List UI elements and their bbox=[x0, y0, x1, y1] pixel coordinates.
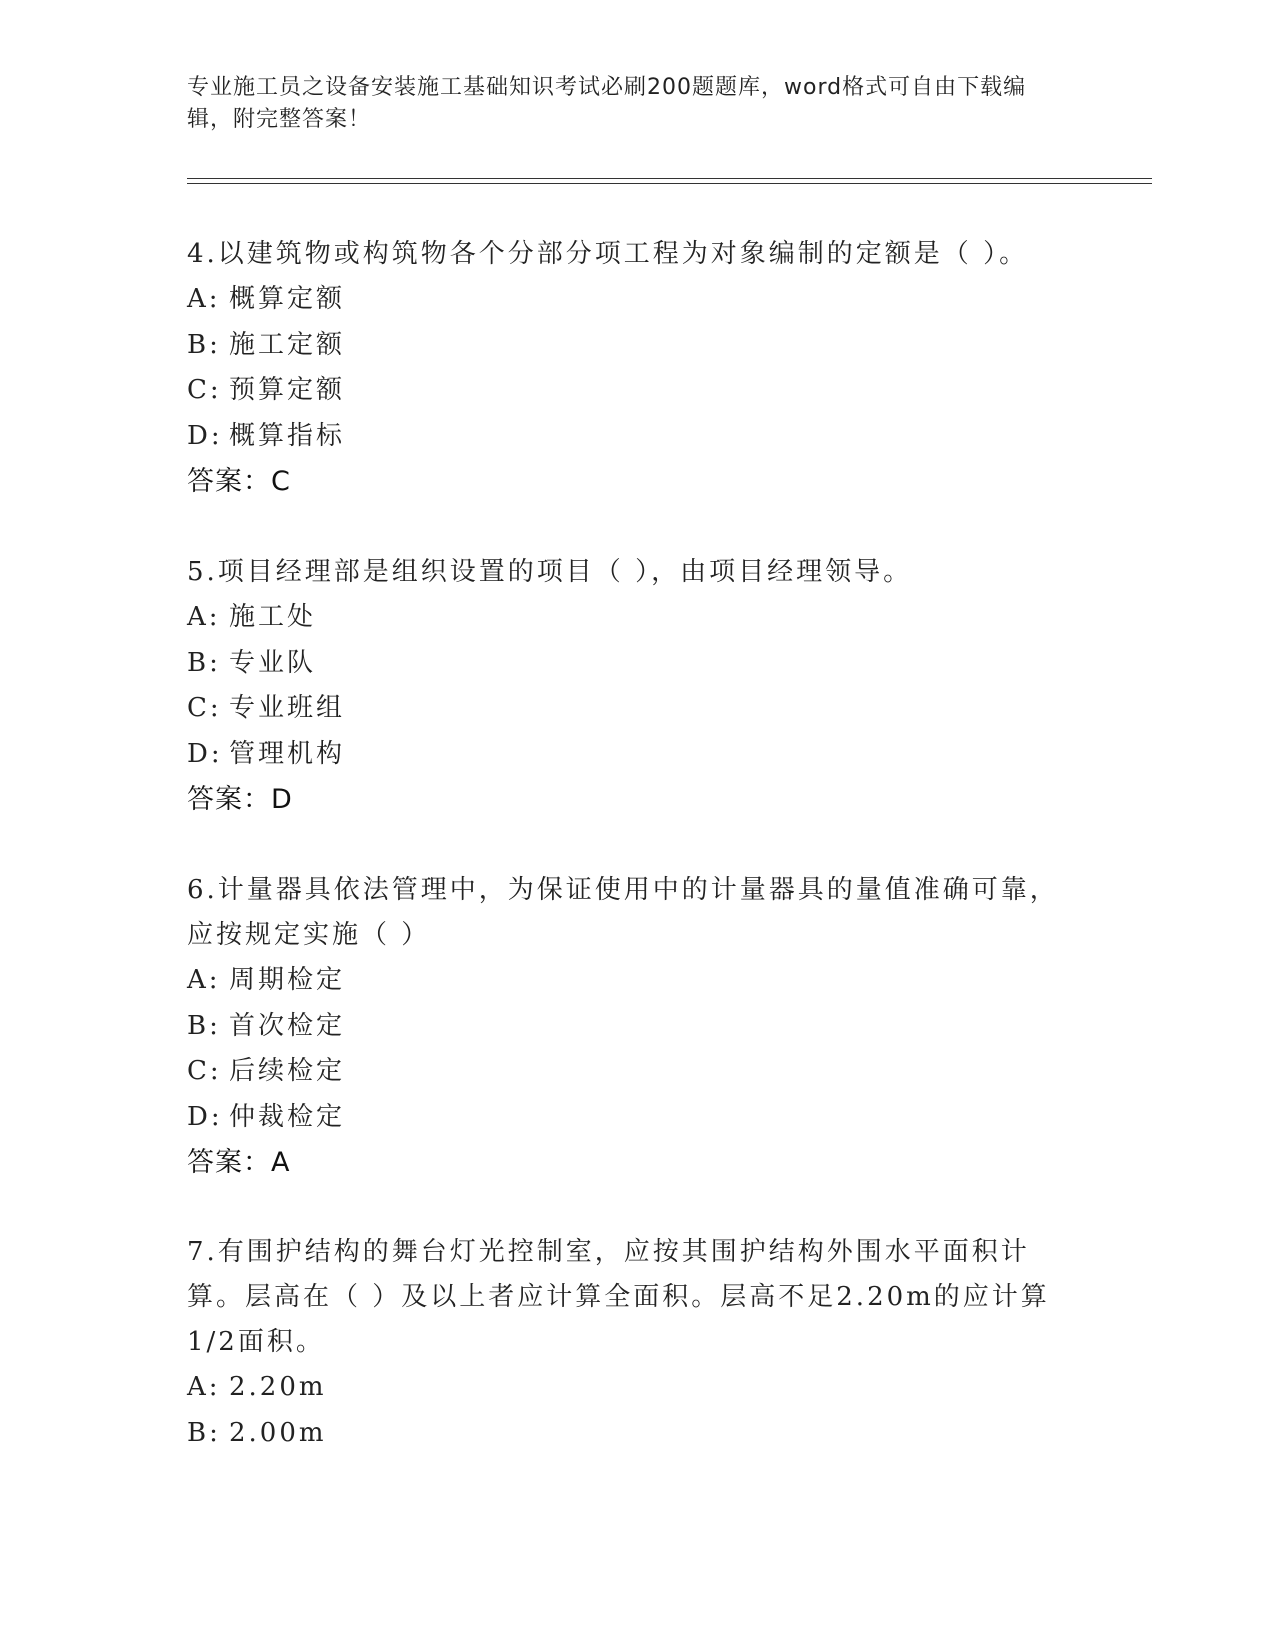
answer-label: 答案：A bbox=[187, 1147, 291, 1178]
option-key: A: bbox=[187, 602, 221, 632]
option-text: 预算定额 bbox=[229, 375, 346, 405]
option-text: 2.20m bbox=[229, 1372, 327, 1402]
option-key: B: bbox=[187, 329, 221, 360]
option-a bbox=[187, 958, 1087, 1004]
header-divider-bottom bbox=[187, 183, 1152, 184]
option-a bbox=[187, 595, 1087, 641]
header-divider-top bbox=[187, 178, 1152, 179]
option-d bbox=[187, 414, 1087, 460]
option-text: 管理机构 bbox=[229, 738, 346, 769]
option-key: D: bbox=[187, 420, 223, 451]
option-text: 2.00m bbox=[229, 1417, 327, 1448]
option-d bbox=[187, 732, 1087, 778]
option-key: B: bbox=[187, 1417, 221, 1448]
answer-label: 答案：D bbox=[187, 784, 293, 815]
option-c bbox=[187, 368, 1087, 414]
option-c bbox=[187, 686, 1087, 732]
option-key: C: bbox=[187, 375, 222, 405]
option-b bbox=[187, 323, 1087, 369]
question-stem: 5.项目经理部是组织设置的项目（ ），由项目经理领导。 bbox=[187, 557, 913, 587]
option-a bbox=[187, 1365, 1087, 1411]
option-b bbox=[187, 641, 1087, 687]
question-5 bbox=[187, 550, 1087, 822]
option-a bbox=[187, 277, 1087, 323]
question-stem: 6.计量器具依法管理中，为保证使用中的计量器具的量值准确可靠，应按规定实施（ ） bbox=[187, 875, 1059, 950]
option-key: D: bbox=[187, 1101, 223, 1132]
option-c bbox=[187, 1049, 1087, 1095]
option-text: 后续检定 bbox=[229, 1056, 346, 1086]
option-key: A: bbox=[187, 1372, 221, 1402]
option-key: D: bbox=[187, 738, 223, 769]
option-b bbox=[187, 1411, 1087, 1457]
option-key: B: bbox=[187, 1010, 221, 1041]
question-stem: 7.有围护结构的舞台灯光控制室，应按其围护结构外围水平面积计算。层高在（ ）及以上者应计算全面积。层高不足2.20m的应计算1/2面积。 bbox=[187, 1237, 1050, 1357]
option-b bbox=[187, 1004, 1087, 1050]
option-key: A: bbox=[187, 965, 221, 995]
option-text: 专业队 bbox=[229, 647, 317, 678]
option-key: B: bbox=[187, 647, 221, 678]
option-key: C: bbox=[187, 693, 222, 723]
question-stem: 4.以建筑物或构筑物各个分部分项工程为对象编制的定额是（ ）。 bbox=[187, 239, 1029, 269]
question-7 bbox=[187, 1230, 1087, 1456]
option-text: 仲裁检定 bbox=[229, 1101, 346, 1132]
option-key: C: bbox=[187, 1056, 222, 1086]
document-header: 专业施工员之设备安装施工基础知识考试必刷200题题库，word格式可自由下载编辑，附完整答案！ bbox=[187, 75, 1027, 132]
option-text: 施工处 bbox=[229, 602, 317, 632]
option-text: 专业班组 bbox=[229, 693, 346, 723]
option-text: 周期检定 bbox=[229, 965, 346, 995]
option-text: 概算指标 bbox=[229, 420, 346, 451]
option-text: 概算定额 bbox=[229, 284, 346, 314]
answer-label: 答案：C bbox=[187, 466, 291, 497]
question-4 bbox=[187, 232, 1087, 504]
option-text: 施工定额 bbox=[229, 329, 346, 360]
option-key: A: bbox=[187, 284, 221, 314]
option-text: 首次检定 bbox=[229, 1010, 346, 1041]
question-6 bbox=[187, 868, 1087, 1185]
option-d bbox=[187, 1095, 1087, 1141]
